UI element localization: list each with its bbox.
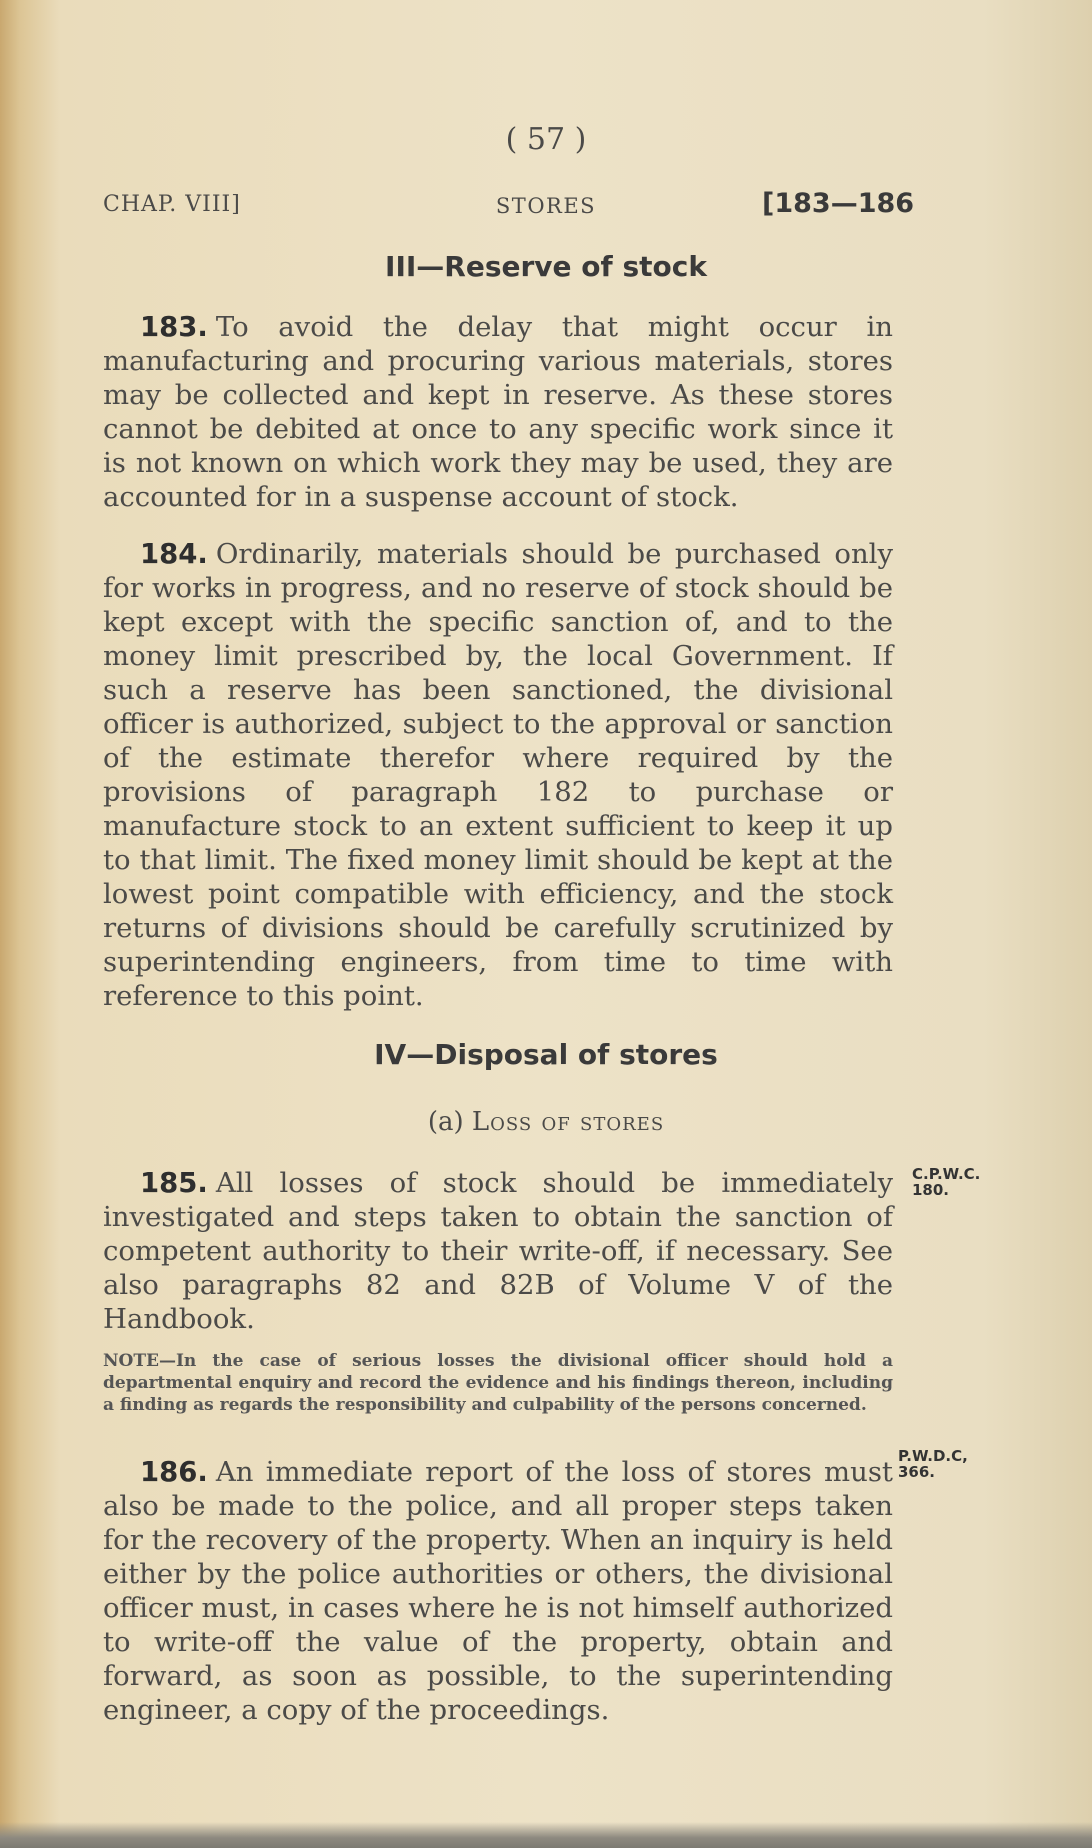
margin-reference-186 xyxy=(898,1448,968,1480)
paragraph-text: Ordinarily, materials should be purchased only for works in progress, and no reserve of stock should be kept except with the specific sanction of, and to the money limit prescribed by, the local Government. If such a reserve has been sanctioned, the divisional officer is authorized, subject to the approval or sanction of the estimate therefor where required by the provisions of paragraph 182 to purchase or manufacture stock to an extent sufficient to keep it up to that limit. The fixed money limit should be kept at the lowest point compatible with efficiency, and the stock returns of divisions should be carefully scrutinized by superintending engineers, from time to time with reference to this point. xyxy=(103,538,893,1012)
margin-ref-line: P.W.D.C, xyxy=(898,1447,968,1465)
margin-ref-line: 180. xyxy=(912,1181,950,1199)
paragraph-185 xyxy=(103,1166,893,1336)
subsection-title: Loss of stores xyxy=(471,1107,665,1137)
margin-ref-line: C.P.W.C. xyxy=(912,1165,981,1183)
section-heading-disposal: IV—Disposal of stores xyxy=(374,1038,718,1071)
margin-reference-185 xyxy=(912,1166,980,1198)
paragraph-range: [183—186 xyxy=(762,188,915,219)
subsection-letter: (a) xyxy=(427,1107,464,1137)
paragraph-183 xyxy=(103,310,893,514)
paragraph-number: 184. xyxy=(140,538,208,570)
paragraph-number: 185. xyxy=(140,1167,208,1199)
paragraph-number: 183. xyxy=(140,311,208,343)
paragraph-184 xyxy=(103,537,893,1013)
paragraph-text: An immediate report of the loss of stores must also be made to the police, and all proper steps taken for the recovery of the property. When an inquiry is held either by the police authorities or others, the divisional officer must, in cases where he is not himself authorized to write-off the value of the property, obtain and forward, as soon as possible, to the superintending engineer, a copy of the proceedings. xyxy=(103,1456,893,1726)
paragraph-186 xyxy=(103,1455,893,1727)
note-paragraph: NOTE—In the case of serious losses the divisional officer should hold a departmental enquiry and record the evidence and his findings thereon, including a finding as regards the responsibility and culpability of the persons concerned. xyxy=(103,1351,893,1415)
subsection-heading xyxy=(0,1107,1092,1137)
section-running-head: STORES xyxy=(495,194,597,218)
margin-ref-line: 366. xyxy=(898,1463,936,1481)
paragraph-number: 186. xyxy=(140,1456,208,1488)
section-heading-reserve: III—Reserve of stock xyxy=(385,250,707,283)
chapter-header: CHAP. VIII] xyxy=(103,192,241,217)
paragraph-text: All losses of stock should be immediately investigated and steps taken to obtain the sanction of competent authority to their write-off, if necessary. See also paragraphs 82 and 82B of Volume V of the Handbook. xyxy=(103,1167,893,1335)
paragraph-text: To avoid the delay that might occur in manufacturing and procuring various materials, stores may be collected and kept in reserve. As these stores cannot be debited at once to any specific work since it is not known on which work they may be used, they are accounted for in a suspense account of stock. xyxy=(103,311,893,513)
page-number: ( 57 ) xyxy=(505,122,587,157)
